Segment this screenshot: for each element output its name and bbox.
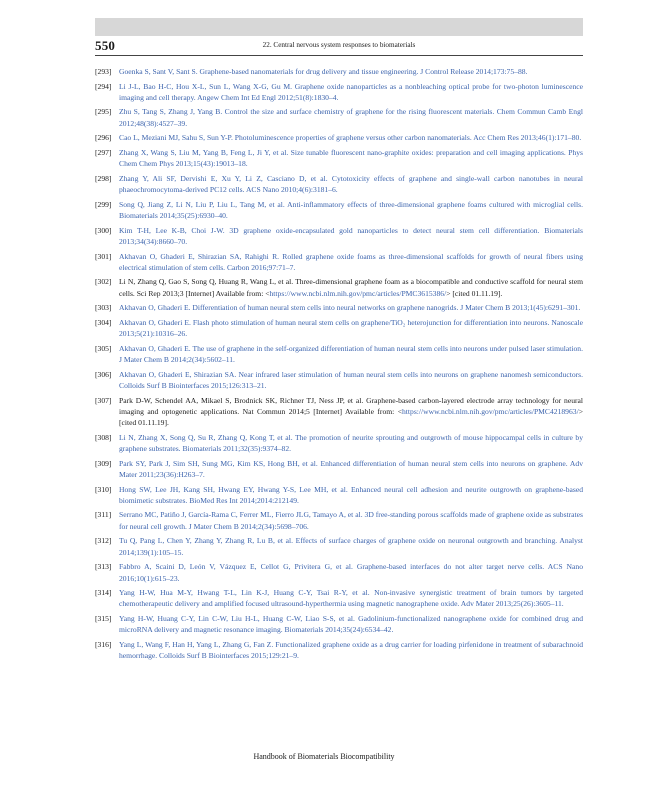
- reference-number: [303]: [95, 303, 112, 313]
- reference-citation: Akhavan O, Ghaderi E, Shirazian SA, Rahighi R. Rolled graphene oxide foams as three-dimensional scaffolds for growth of neural fibers using electrical stimulation of stem cells. Carbon 2016;97:71–7.: [119, 251, 583, 272]
- reference-link[interactable]: [119, 148, 583, 168]
- reference-item: [95, 613, 583, 636]
- reference-citation: Kim T-H, Lee K-B, Choi J-W. 3D graphene oxide-encapsulated gold nanoparticles to detect neural stem cell differentiation. Biomaterials 2013;34(34):8660–70.: [119, 225, 583, 246]
- reference-citation: Fabbro A, Scaini D, León V, Vázquez E, Cellot G, Privitera G, et al. Graphene-based interfaces do not alter target nerve cells. ACS Nano 2016;10(1):615–23.: [119, 562, 583, 583]
- reference-citation: Tu Q, Pang L, Chen Y, Zhang Y, Zhang R, Lu B, et al. Effects of surface charges of graphene oxide on neuronal outgrowth and branching. Analyst 2014;139(1):105–15.: [119, 536, 583, 557]
- reference-number: [308]: [95, 432, 112, 442]
- reference-link[interactable]: [119, 562, 583, 582]
- reference-item: [95, 66, 583, 77]
- footer-book-title: Handbook of Biomaterials Biocompatibility: [253, 752, 395, 761]
- reference-item: [95, 561, 583, 584]
- reference-number: [297]: [95, 147, 112, 157]
- reference-link[interactable]: [119, 588, 583, 608]
- reference-number: [316]: [95, 639, 112, 649]
- reference-number: [306]: [95, 369, 112, 379]
- reference-item: [95, 484, 583, 507]
- reference-link[interactable]: [119, 303, 580, 312]
- reference-number: [300]: [95, 225, 112, 235]
- reference-citation: Zhang Y, Ali SF, Dervishi E, Xu Y, Li Z, Casciano D, et al. Cytotoxicity effects of graphene and single-wall carbon nanotubes in neural phaeochromocytoma-derived PC12 cells. ACS Nano 2010;4(6):3181–6.: [119, 173, 583, 195]
- reference-number: [295]: [95, 107, 112, 117]
- reference-number: [293]: [95, 67, 112, 76]
- reference-link[interactable]: [119, 318, 583, 338]
- reference-link[interactable]: [119, 485, 583, 505]
- reference-citation: Li J-L, Bao H-C, Hou X-L, Sun L, Wang X-G, Gu M. Graphene oxide nanoparticles as a nonbleaching optical probe for two-photon luminescence imaging and cell therapy. Angew Chem Int Ed Engl 2012;51(8):1830–4.: [119, 81, 583, 102]
- reference-link[interactable]: [119, 510, 583, 530]
- reference-item: [95, 395, 583, 429]
- reference-cited-date: > [cited 01.11.19].: [446, 288, 503, 298]
- reference-link[interactable]: [119, 614, 583, 634]
- reference-citation: Akhavan O, Ghaderi E. Flash photo stimulation of human neural stem cells on graphene/TiO₂ heterojunction for differentiation into neurons. Nanoscale 2013;5(21):10316–26.: [119, 317, 583, 339]
- running-head: 22. Central nervous system responses to biomaterials: [262, 41, 416, 49]
- reference-url-link[interactable]: https://www.ncbi.nlm.nih.gov/pmc/articles/PMC3615386/: [269, 288, 447, 298]
- reference-citation: Li N, Zhang X, Song Q, Su R, Zhang Q, Kong T, et al. The promotion of neurite sprouting and outgrowth of mouse hippocampal cells in culture by graphene substrates. Biomaterials 2011;32(35):9374–82.: [119, 432, 583, 454]
- reference-citation: Song Q, Jiang Z, Li N, Liu P, Liu L, Tang M, et al. Anti-inflammatory effects of three-dimensional graphene foams cultured with microglial cells. Biomaterials 2014;35(25):6930–40.: [119, 199, 583, 221]
- reference-item: [95, 276, 583, 299]
- reference-item: [95, 81, 583, 104]
- reference-list: [95, 66, 583, 665]
- reference-citation: Park SY, Park J, Sim SH, Sung MG, Kim KS, Hong BH, et al. Enhanced differentiation of human neural stem cells into neurons on graphene. Adv Mater 2011;23(36):H263–7.: [119, 458, 583, 479]
- reference-link[interactable]: [119, 133, 581, 142]
- reference-number: [298]: [95, 173, 112, 183]
- reference-url-link[interactable]: https://www.ncbi.nlm.nih.gov/pmc/articles/PMC4218963/: [402, 406, 579, 416]
- reference-link[interactable]: [119, 226, 583, 246]
- reference-link[interactable]: [119, 640, 583, 660]
- reference-link[interactable]: [119, 82, 583, 102]
- reference-item: [95, 458, 583, 481]
- reference-number: [305]: [95, 343, 112, 353]
- reference-item: [95, 535, 583, 558]
- reference-link[interactable]: [119, 252, 583, 272]
- reference-number: [314]: [95, 588, 112, 598]
- reference-citation: Zhang X, Wang S, Liu M, Yang B, Feng L, Ji Y, et al. Size tunable fluorescent nano-graphite oxides: preparation and cell imaging applications. Phys Chem Chem Phys 2013;15(43):19013–18.: [119, 147, 583, 169]
- reference-number: [311]: [95, 510, 112, 520]
- reference-number: [299]: [95, 199, 112, 209]
- reference-item: [95, 509, 583, 532]
- reference-number: [302]: [95, 277, 112, 287]
- reference-link[interactable]: [119, 459, 583, 479]
- reference-citation: Cao L, Meziani MJ, Sahu S, Sun Y-P. Photoluminescence properties of graphene versus other carbon nanomaterials. Acc Chem Res 2013;46(1):171–80.: [119, 133, 582, 143]
- reference-citation: Yang H-W, Hua M-Y, Hwang T-L, Lin K-J, Huang C-Y, Tsai R-Y, et al. Non-invasive synergistic treatment of brain tumors by targeted chemotherapeutic delivery and amplified focused ultrasound-hyperthermia using magnetic nanographene oxide. Adv Mater 2013;25(26):3605–11.: [119, 588, 583, 609]
- reference-citation: Akhavan O, Ghaderi E, Shirazian SA. Near infrared laser stimulation of human neural stem cells into neurons on graphene nanomesh semiconductors. Colloids Surf B Biointerfaces 2015;126:313–21.: [119, 369, 583, 390]
- reference-citation: Hong SW, Lee JH, Kang SH, Hwang EY, Hwang Y-S, Lee MH, et al. Enhanced neural cell adhesion and neurite outgrowth on graphene-based biomimetic substrates. BioMed Res Int 2014;2014:212149.: [119, 484, 583, 505]
- reference-item: [95, 106, 583, 129]
- reference-link[interactable]: [119, 344, 583, 364]
- reference-link[interactable]: [119, 107, 583, 127]
- reference-citation: Li N, Zhang Q, Gao S, Song Q, Huang R, Wang L, et al. Three-dimensional graphene foam as a biocompatible and conductive scaffold for neural stem cells. Sci Rep 2013;3 [Internet] Available from: <: [119, 277, 583, 298]
- reference-number: [313]: [95, 562, 112, 572]
- reference-item: [95, 225, 583, 248]
- reference-item: [95, 173, 583, 196]
- reference-item: [95, 317, 583, 340]
- reference-link[interactable]: [119, 370, 583, 390]
- reference-item: [95, 199, 583, 222]
- reference-link[interactable]: [119, 200, 583, 220]
- reference-citation: Yang H-W, Huang C-Y, Lin C-W, Liu H-L, Huang C-W, Liao S-S, et al. Gadolinium-functionalized nanographene oxide for combined drug and microRNA delivery and magnetic resonance imaging. Biomaterials 2014;35(24):6534–42.: [119, 614, 583, 635]
- reference-cited-date: > [cited 01.11.19].: [119, 406, 583, 428]
- reference-number: [312]: [95, 536, 112, 546]
- reference-number: [310]: [95, 484, 112, 494]
- reference-item: [95, 587, 583, 610]
- reference-item: [95, 432, 583, 455]
- reference-number: [304]: [95, 317, 112, 327]
- reference-link[interactable]: [119, 433, 583, 453]
- reference-number: [301]: [95, 251, 112, 261]
- reference-number: [309]: [95, 458, 112, 468]
- reference-item: [95, 251, 583, 274]
- reference-link[interactable]: [119, 174, 583, 194]
- reference-item: [95, 639, 583, 662]
- reference-number: [296]: [95, 133, 112, 143]
- reference-text: [119, 396, 583, 428]
- reference-item: [95, 302, 583, 313]
- header-divider: [95, 55, 583, 56]
- reference-citation: Yang L, Wang F, Han H, Yang L, Zhang G, Fan Z. Functionalized graphene oxide as a drug carrier for loading pirfenidone in treatment of subarachnoid hemorrhage. Colloids Surf B Biointerfaces 2015;129:21–9.: [119, 639, 583, 661]
- reference-link[interactable]: [119, 67, 527, 76]
- header-band: [95, 18, 583, 36]
- reference-item: [95, 343, 583, 366]
- reference-number: [307]: [95, 395, 112, 405]
- reference-item: [95, 147, 583, 170]
- reference-citation: Park D-W, Schendel AA, Mikael S, Brodnick SK, Richner TJ, Ness JP, et al. Graphene-based carbon-layered electrode array technology for neural imaging and optogenetic applications. Nat Commun 2014;5 [Internet] Available from: <: [119, 395, 583, 416]
- page-number: 550: [95, 38, 116, 53]
- reference-citation: Akhavan O, Ghaderi E. Differentiation of human neural stem cells into neural networks on graphene nanogrids. J Mater Chem B 2013;1(45):6291–301.: [119, 303, 581, 313]
- reference-number: [294]: [95, 81, 112, 91]
- reference-item: [95, 132, 583, 143]
- reference-item: [95, 369, 583, 392]
- reference-link[interactable]: [119, 536, 583, 556]
- reference-citation: Goenka S, Sant V, Sant S. Graphene-based nanomaterials for drug delivery and tissue engineering. J Control Release 2014;173:75–88.: [119, 67, 528, 76]
- reference-number: [315]: [95, 614, 112, 623]
- reference-text: [119, 277, 583, 297]
- reference-citation: Serrano MC, Patiño J, García-Rama C, Ferrer ML, Fierro JLG, Tamayo A, et al. 3D free-standing porous scaffolds made of graphene oxide as substrates for neural cell growth. J Mater Chem B 2014;2(34):5698–706.: [119, 510, 583, 531]
- reference-citation: Zhu S, Tang S, Zhang J, Yang B. Control the size and surface chemistry of graphene for the rising fluorescent materials. Chem Commun Camb Engl 2012;48(38):4527–39.: [119, 107, 583, 128]
- page-header: [95, 38, 583, 54]
- reference-citation: Akhavan O, Ghaderi E. The use of graphene in the self-organized differentiation of human neural stem cells into neurons under pulsed laser stimulation. J Mater Chem B 2014;2(34):5602–11.: [119, 343, 583, 365]
